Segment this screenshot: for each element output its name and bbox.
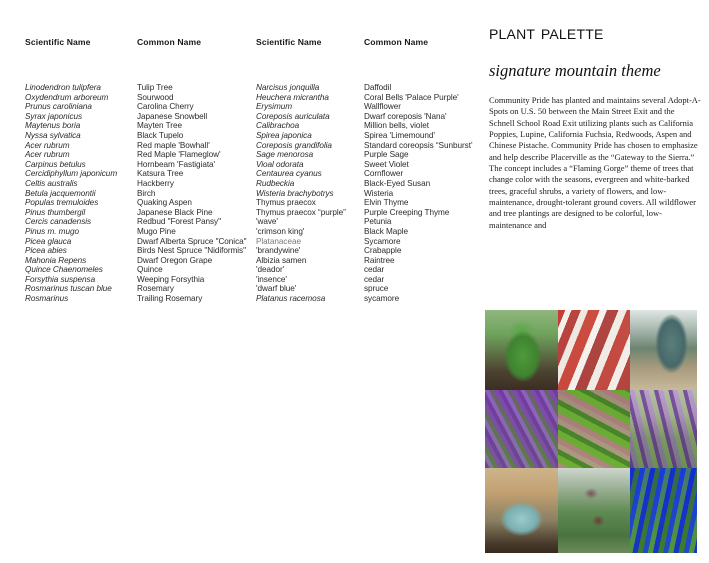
scientific-name-cell: 'brandywine'	[256, 246, 301, 256]
scientific-name-cell: Cercis canadensis	[25, 217, 92, 227]
right-common-rows	[364, 83, 476, 304]
scientific-name-cell: Carpinus betulus	[25, 159, 86, 169]
plant-table-left	[25, 36, 247, 563]
common-name-cell: Wallflower	[364, 102, 401, 112]
common-name-cell: Black Tupelo	[137, 130, 184, 140]
common-name-cell: Standard coreopsis “Sunburst’	[364, 140, 473, 150]
common-name-cell: Mugo Pine	[137, 226, 176, 236]
common-name-cell: Sycamore	[364, 236, 401, 246]
scientific-name-cell: Acer rubrum	[25, 140, 70, 150]
photo-grid	[485, 310, 697, 553]
scientific-name-cell: Maytenus boria	[25, 121, 81, 131]
dwarf-alberta-spruce-photo	[485, 310, 558, 390]
scientific-name-cell: Rudbeckia	[256, 178, 295, 188]
scientific-name-cell: Linodendron tulipfera	[25, 83, 101, 92]
left-scientific-rows	[25, 83, 137, 304]
common-name-cell: Quince	[137, 265, 163, 275]
common-name-cell: Dwarf Oregon Grape	[137, 255, 213, 265]
scientific-name-cell: Rosmarinus tuscan blue	[25, 284, 112, 294]
scientific-name-cell: 'dwarf blue'	[256, 284, 297, 294]
common-name-cell: Elvin Thyme	[364, 198, 409, 208]
left-scientific-header: Scientific Name	[25, 37, 91, 47]
common-name-cell: Petunia	[364, 217, 392, 227]
birch-red-foliage-photo	[558, 310, 630, 390]
scientific-name-cell: Platanus racemosa	[256, 294, 326, 304]
common-name-cell: Crabapple	[364, 246, 402, 256]
right-common-column	[364, 36, 476, 563]
common-name-cell: cedar	[364, 274, 385, 284]
scientific-name-cell: Narcisus jonquilla	[256, 83, 320, 92]
scientific-name-cell: Nyssa sylvatica	[25, 130, 81, 140]
left-common-column	[137, 36, 247, 563]
common-name-cell: Hornbeam 'Fastigiata'	[137, 159, 216, 169]
scientific-name-cell: Acer rubrum	[25, 150, 70, 160]
common-name-cell: cedar	[364, 265, 385, 275]
common-name-cell: Purple Creeping Thyme	[364, 207, 450, 217]
scientific-name-cell: 'insence'	[256, 274, 287, 284]
common-name-cell: Cornflower	[364, 169, 404, 179]
body-paragraph: Community Pride has planted and maintains several Adopt-A-Spots on U.S. 50 between the Main Street Exit and the Schnell School Road Exit utilizing plants such as California Poppies, Lupine, California Fuchsia, Redwoods, Aspen and Chinese Pistache. Community Pride has chosen to emphasize and help describe Placerville as the “Gateway to the Sierra.” The concept includes a “Flaming Gorge” theme of trees that change color with the seasons, evergreen and white-barked trees, graceful shrubs, a variety of flowers, and low-maintenance, drought-tolerant ground covers. All wildflower and tree plantings are designed to be colorful, low-maintenance and	[489, 95, 701, 230]
scientific-name-cell: Quince Chaenomeles	[25, 265, 103, 275]
scientific-name-cell: Cercidiphyllum japonicum	[25, 169, 118, 179]
common-name-cell: Purple Sage	[364, 150, 409, 160]
left-scientific-column	[25, 36, 137, 563]
common-name-cell: Rosemary	[137, 284, 174, 294]
common-name-cell: Million bells, violet	[364, 121, 429, 131]
common-name-cell: Spirea 'Limemound'	[364, 130, 435, 140]
scientific-name-cell: Coreposis auriculata	[256, 111, 330, 121]
common-name-cell: Birds Nest Spruce "Nidiformis"	[137, 246, 246, 256]
scientific-name-cell: Spirea japonica	[256, 130, 312, 140]
right-scientific-rows	[256, 83, 364, 304]
common-name-cell: Dwarf coreposis 'Nana'	[364, 111, 447, 121]
left-common-header: Common Name	[137, 37, 202, 47]
blue-salvia-photo	[630, 468, 697, 553]
common-name-cell: Daffodil	[364, 83, 392, 92]
right-common-header: Common Name	[364, 37, 429, 47]
common-name-cell: Coral Bells 'Palace Purple'	[364, 92, 459, 102]
lavender-photo	[485, 390, 558, 468]
common-name-cell: Redbud "Forest Pansy"	[137, 217, 221, 227]
scientific-name-cell: Celtis australis	[25, 178, 78, 188]
scientific-name-cell: Rosmarinus	[25, 294, 69, 304]
common-name-cell: Japanese Snowbell	[137, 111, 208, 121]
common-name-cell: Black-Eyed Susan	[364, 178, 431, 188]
common-name-cell: Black Maple	[364, 226, 409, 236]
pink-green-groundcover-photo	[558, 390, 630, 468]
mugo-pine-cones-photo	[558, 468, 630, 553]
common-name-cell: Quaking Aspen	[137, 198, 192, 208]
common-name-cell: Red Maple 'Flameglow'	[137, 150, 221, 160]
scientific-name-cell: Syrax japonicus	[25, 111, 83, 121]
common-name-cell: Hackberry	[137, 178, 174, 188]
blue-spruce-photo	[630, 310, 697, 390]
right-scientific-header: Scientific Name	[256, 37, 322, 47]
left-common-rows	[137, 83, 247, 304]
scientific-name-cell: Centaurea cyanus	[256, 169, 322, 179]
scientific-name-cell: Pinus thumbergil	[25, 207, 86, 217]
common-name-cell: Wisteria	[364, 188, 394, 198]
right-scientific-column	[256, 36, 364, 563]
scientific-name-cell: Coreposis grandifolia	[256, 140, 332, 150]
common-name-cell: sycamore	[364, 294, 400, 304]
common-name-cell: Dwarf Alberta Spruce "Conica"	[137, 236, 247, 246]
scientific-name-cell: Forsythia suspensa	[25, 274, 96, 284]
scientific-name-cell: Heuchera micrantha	[256, 92, 329, 102]
common-name-cell: Raintree	[364, 255, 395, 265]
common-name-cell: Katsura Tree	[137, 169, 184, 179]
common-name-cell: Red maple 'Bowhall'	[137, 140, 210, 150]
scientific-name-cell: 'deador'	[256, 265, 285, 275]
scientific-name-cell: Calibrachoa	[256, 121, 300, 131]
scientific-name-cell: Vioal odorata	[256, 159, 304, 169]
common-name-cell: Sourwood	[137, 92, 174, 102]
purple-salvia-wall-photo	[630, 390, 697, 468]
blue-globe-spruce-photo	[485, 468, 558, 553]
scientific-name-cell: Mahonia Repens	[25, 255, 87, 265]
common-name-cell: Tulip Tree	[137, 83, 173, 92]
scientific-name-cell: Albizia samen	[256, 255, 307, 265]
scientific-name-cell: 'wave'	[256, 217, 278, 227]
common-name-cell: Carolina Cherry	[137, 102, 194, 112]
common-name-cell: Weeping Forsythia	[137, 274, 205, 284]
right-panel	[472, 0, 709, 563]
common-name-cell: Sweet Violet	[364, 159, 409, 169]
scientific-name-cell: Oxydendrum arboreum	[25, 92, 109, 102]
scientific-name-cell: Picea glauca	[25, 236, 72, 246]
scientific-name-cell: Wisteria brachybotrys	[256, 188, 334, 198]
scientific-name-cell: Picea abies	[25, 246, 67, 256]
scientific-name-cell: Thymus praecox “purple”	[256, 207, 346, 217]
common-name-cell: Birch	[137, 188, 156, 198]
common-name-cell: Trailing Rosemary	[137, 294, 203, 304]
scientific-name-cell: Betula jacquemontii	[25, 188, 96, 198]
page-title: plant palette	[489, 22, 604, 44]
scientific-name-cell: Platanaceae	[256, 236, 301, 246]
scientific-name-cell: 'crimson king'	[256, 226, 305, 236]
common-name-cell: spruce	[364, 284, 389, 294]
scientific-name-cell: Sage menorosa	[256, 150, 314, 160]
scientific-name-cell: Populas tremuloides	[25, 198, 99, 208]
scientific-name-cell: Erysimum	[256, 102, 292, 112]
page-subtitle: signature mountain theme	[489, 61, 661, 80]
scientific-name-cell: Prunus caroliniana	[25, 102, 92, 112]
scientific-name-cell: Pinus m. mugo	[25, 226, 79, 236]
common-name-cell: Japanese Black Pine	[137, 207, 213, 217]
plant-table-right	[256, 36, 476, 563]
scientific-name-cell: Thymus praecox	[256, 198, 316, 208]
common-name-cell: Mayten Tree	[137, 121, 182, 131]
